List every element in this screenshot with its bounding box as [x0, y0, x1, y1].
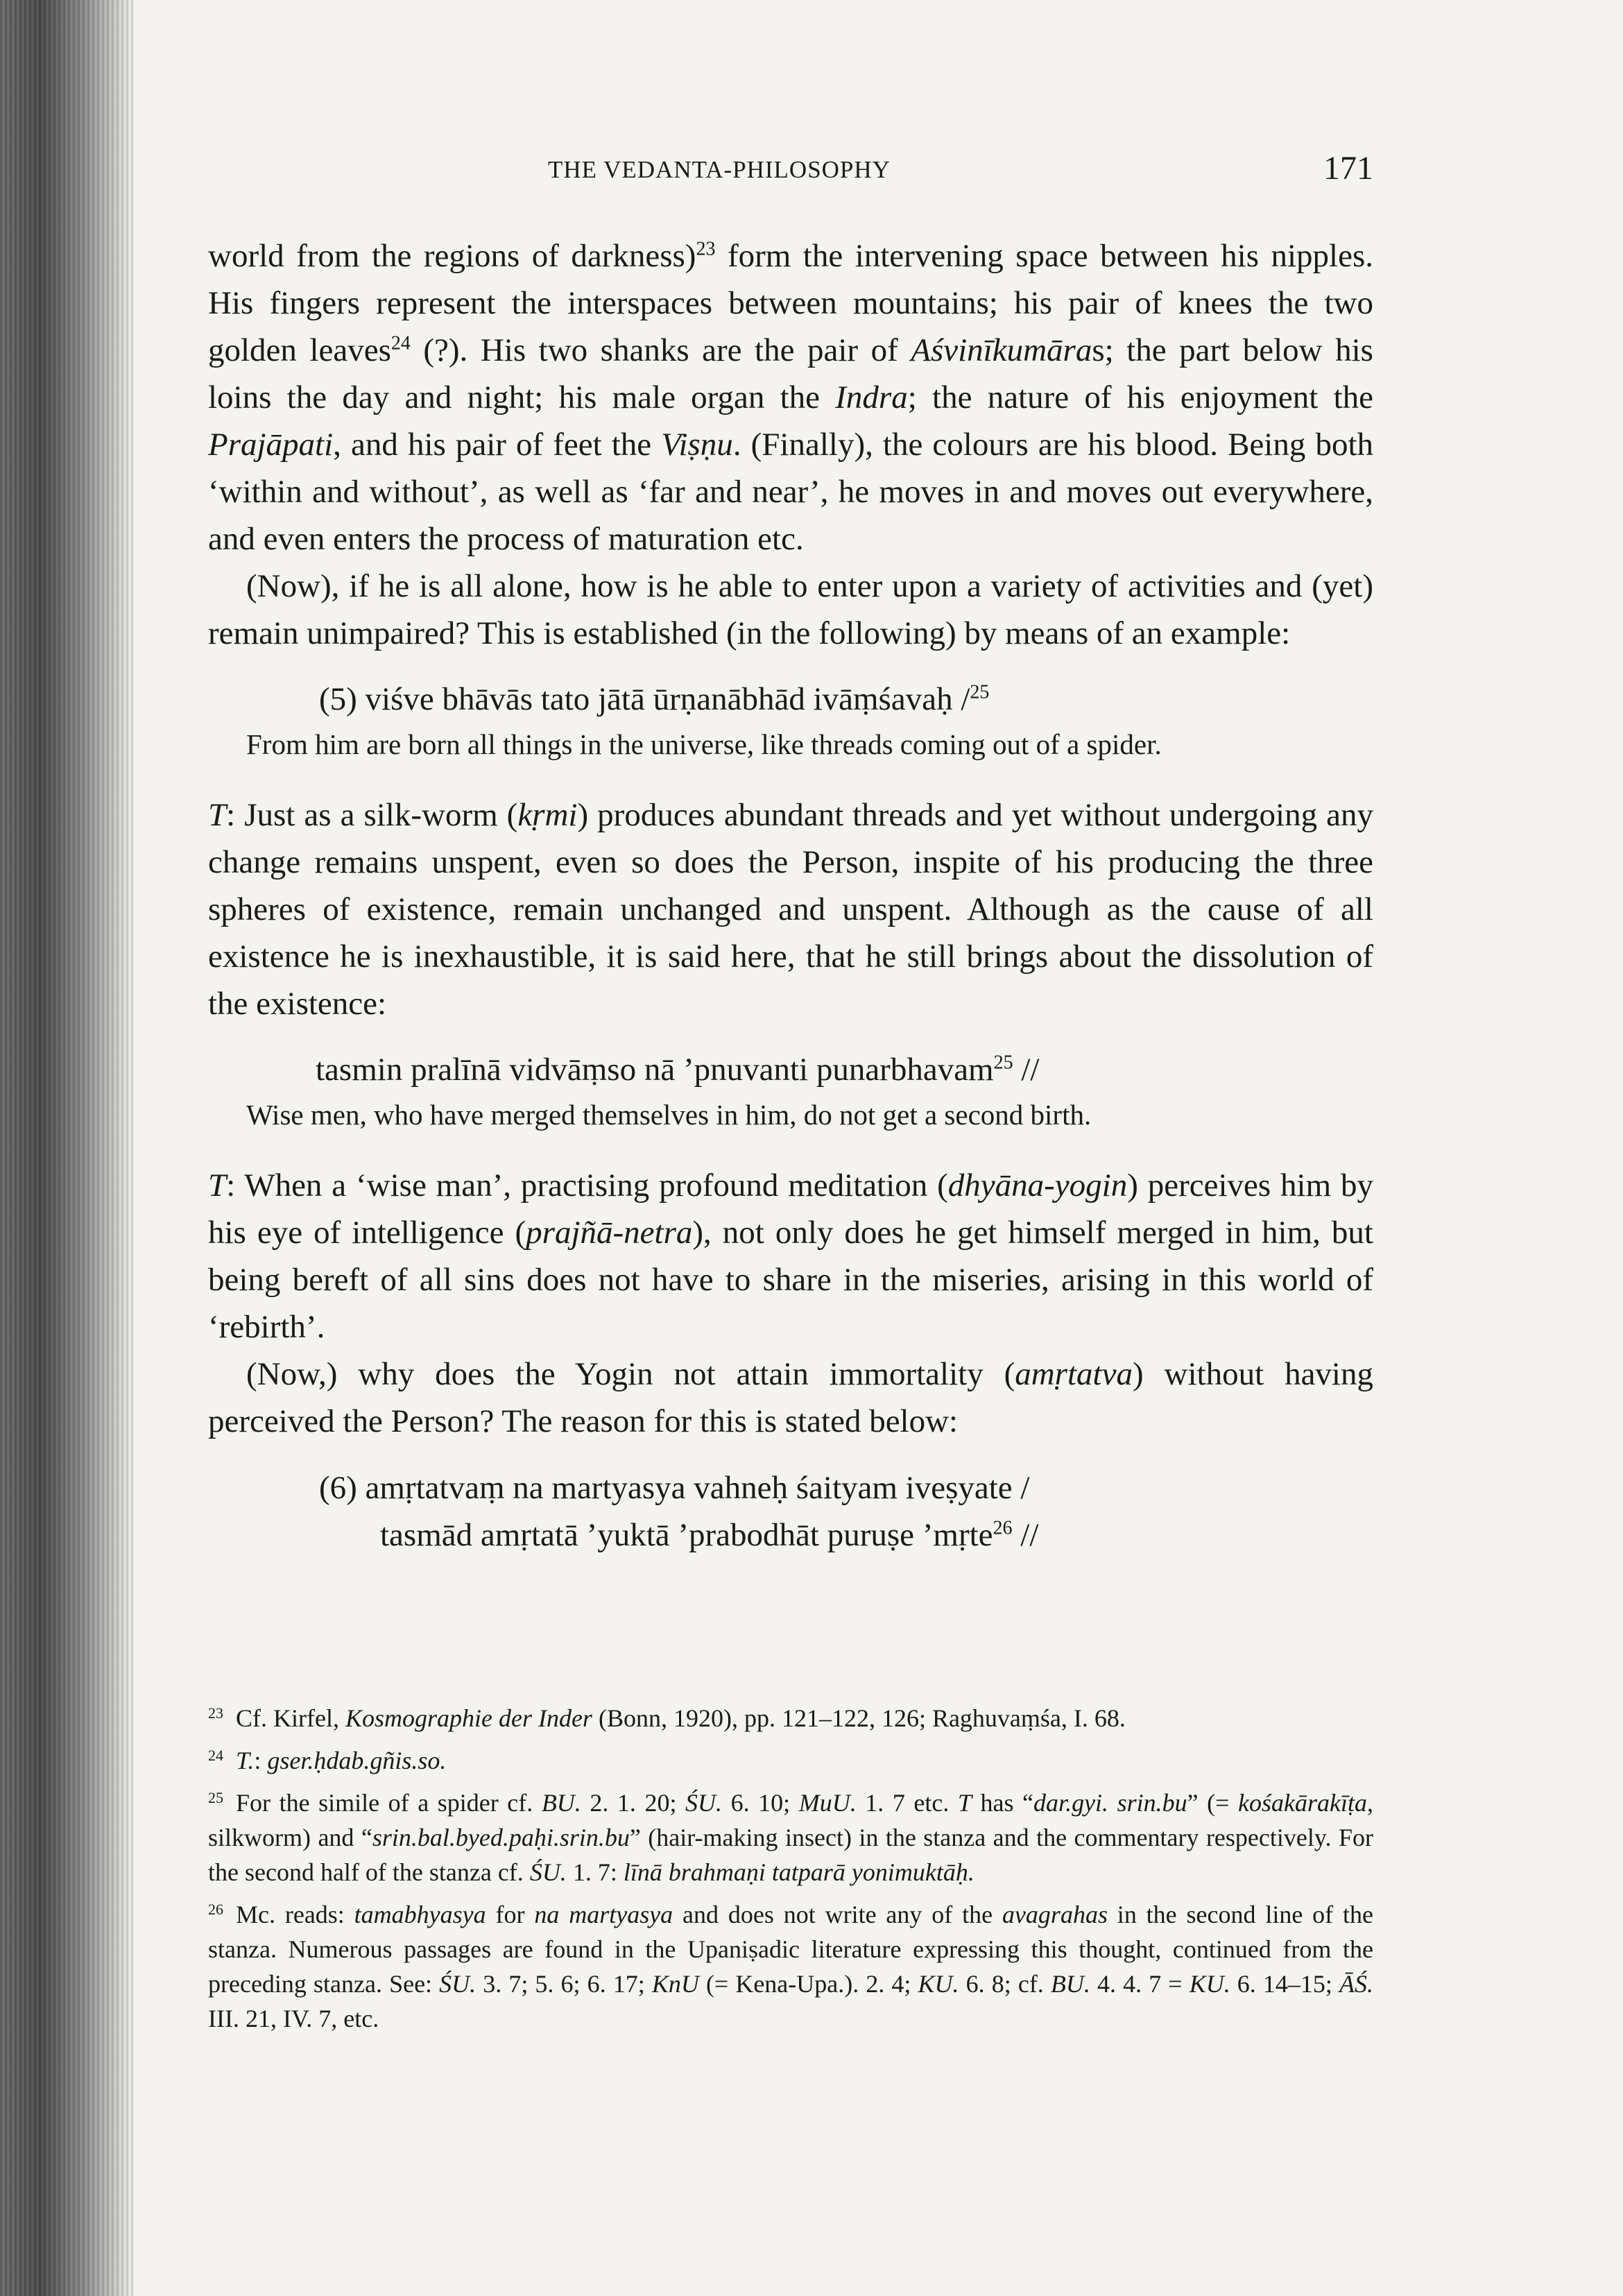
text-run: ) produces abundant threads and yet without undergoing any change remains unspent, even so does the Person, inspite of his producing the three spheres of existence, remain unchanged and unspent. Although as the cause of all existence he is inexhaustible, it is said here, that he still brings about the dissolution of the existence:: [208, 797, 1373, 1022]
commentary-5: [208, 791, 1373, 1027]
italic-term: MuU.: [798, 1789, 857, 1817]
main-text: [208, 232, 1373, 1561]
running-head: THE VEDANTA-PHILOSOPHY: [548, 156, 891, 183]
text-run: ) perceives him by his eye of intelligence (: [208, 1167, 1374, 1251]
italic-term: Aśvinīkumāra: [911, 332, 1092, 368]
text-run: (Now,) why does the Yogin not attain immortality (: [246, 1356, 1015, 1392]
commentary-5b: [208, 1162, 1373, 1351]
italic-term: dar.gyi. srin.bu: [1033, 1789, 1187, 1817]
italic-term: prajñā-netra: [526, 1215, 693, 1251]
text-run: Mc. reads:: [236, 1901, 354, 1928]
verse-5b: [316, 1047, 1373, 1093]
text-run: ) without having perceived the Person? The reason for this is stated below:: [208, 1356, 1373, 1439]
verse-6-line-2: [319, 1511, 1373, 1559]
verse-end-mark: //: [1013, 1052, 1040, 1088]
italic-term: Kosmographie der Inder: [345, 1704, 592, 1732]
verse-end-mark: //: [1012, 1517, 1039, 1553]
footnote-ref-23: 23: [696, 238, 716, 260]
footnote-23: [208, 1696, 1373, 1736]
footnote-ref-26: 26: [993, 1517, 1013, 1539]
italic-term: Viṣṇu: [661, 427, 733, 463]
footnote-ref-25: 25: [970, 681, 990, 703]
paragraph-2: (Now), if he is all alone, how is he able to enter upon a variety of activities and (yet) remain unimpaired? This is established (in the following) by means of an example:: [208, 568, 1373, 651]
italic-term: ŚU.: [685, 1789, 723, 1817]
text-run: and does not write any of the: [673, 1901, 1002, 1928]
text-run: 6. 8; cf.: [959, 1970, 1051, 1998]
italic-term: amṛtatva: [1015, 1356, 1133, 1392]
italic-term: ŚU.: [529, 1858, 567, 1886]
book-page: [208, 0, 1373, 2296]
footnote-26: [208, 1892, 1373, 2036]
text-run: Cf. Kirfel,: [236, 1704, 345, 1732]
verse-6: [319, 1464, 1373, 1559]
verse-5: [319, 676, 1373, 722]
text-run: ; the nature of his enjoyment the: [907, 379, 1373, 415]
text-run: (Bonn, 1920), pp. 121–122, 126; Raghuvaṃśa, I. 68.: [592, 1704, 1126, 1732]
text-run: . (Finally), the colours are his blood. Being both ‘within and without’, as well as ‘far and near’, he moves in and moves out everywhere, and even enters the process of maturation etc.: [208, 427, 1373, 557]
translation-5: From him are born all things in the universe, like threads coming out of a spider.: [246, 728, 1162, 760]
text-run: , silkworm) and “: [208, 1789, 1373, 1851]
footnotes: [208, 1696, 1373, 2039]
footnote-ref-24: 24: [390, 332, 411, 354]
text-run: : When a ‘wise man’, practising profound meditation (: [226, 1167, 948, 1203]
text-run: : Just as a silk-worm (: [226, 797, 518, 833]
paragraph-1: [208, 232, 1373, 563]
text-run: For the simile of a spider cf.: [236, 1789, 542, 1817]
text-run: 3. 7; 5. 6; 6. 17;: [476, 1970, 652, 1998]
italic-term: KnU: [651, 1970, 699, 1998]
italic-term: kośakārakīṭa: [1238, 1789, 1367, 1817]
text-run: in the second line of the stanza. Numerous passages are found in the Upaniṣadic literature expressing this thought, continued from the preceding stanza. See:: [208, 1901, 1374, 1998]
italic-term: na martyasya: [534, 1901, 673, 1928]
page-header: [208, 149, 1373, 191]
footnote-number: 26: [208, 1901, 223, 1918]
italic-term: Prajāpati: [208, 427, 334, 463]
italic-term: KU.: [918, 1970, 959, 1998]
footnote-24: [208, 1738, 1373, 1778]
text-run: world from the regions of darkness): [208, 238, 696, 274]
text-run: for: [486, 1901, 535, 1928]
text-run: has “: [971, 1789, 1034, 1817]
text-run: 1. 7:: [566, 1858, 624, 1886]
footnote-number: 24: [208, 1747, 223, 1764]
italic-term: kṛmi: [517, 797, 578, 833]
verse-6-line-1: (6) amṛtatvaṃ na martyasya vahneḥ śaityam iveṣyate /: [319, 1470, 1030, 1506]
verse-text: tasmād amṛtatā ’yuktā ’prabodhāt puruṣe ’mṛte: [380, 1517, 993, 1553]
italic-term: dhyāna-yogin: [947, 1167, 1128, 1203]
text-run: form the intervening space between his nipples. His fingers represent the interspaces between mountains; his pair of knees the two golden leaves: [208, 238, 1373, 368]
footnote-number: 23: [208, 1704, 223, 1722]
text-run: 6. 10;: [722, 1789, 799, 1817]
italic-term: avagrahas: [1002, 1901, 1108, 1928]
italic-term: BU.: [1050, 1970, 1090, 1998]
text-run: 1. 7 etc.: [856, 1789, 958, 1817]
verse-text: (5) viśve bhāvās tato jātā ūrṇanābhād ivāṃśavaḥ /: [319, 681, 970, 717]
paragraph-3: [208, 1351, 1373, 1445]
footnote-ref-25b: 25: [993, 1052, 1013, 1074]
italic-term: līnā brahmaṇi tatparā yonimuktāḥ.: [623, 1858, 974, 1886]
italic-term: BU.: [541, 1789, 581, 1817]
page-number: 171: [1323, 150, 1373, 187]
italic-term: tamabhyasya: [354, 1901, 486, 1928]
italic-term: ĀŚ.: [1339, 1970, 1373, 1998]
text-run: ” (=: [1187, 1789, 1239, 1817]
italic-term: T.: [236, 1747, 255, 1774]
italic-term: KU.: [1189, 1970, 1230, 1998]
text-run: (= Kena-Upa.). 2. 4;: [698, 1970, 918, 1998]
text-run: (?). His two shanks are the pair of: [410, 332, 911, 368]
italic-term: T: [957, 1789, 972, 1817]
text-run: 6. 14–15;: [1230, 1970, 1339, 1998]
text-run: 2. 1. 20;: [581, 1789, 686, 1817]
text-run: ” (hair-making insect) in the stanza and the commentary respectively. For the second half of the stanza cf.: [208, 1824, 1373, 1886]
italic-term: ŚU.: [439, 1970, 476, 1998]
translation-5b: Wise men, who have merged themselves in him, do not get a second birth.: [246, 1099, 1092, 1131]
footnote-number: 25: [208, 1789, 223, 1806]
verse-text: tasmin pralīnā vidvāṃso nā ’pnuvanti punarbhavam: [316, 1052, 994, 1088]
italic-term: Indra: [835, 379, 908, 415]
italic-term: gser.ḥdab.gñis.so.: [267, 1747, 447, 1774]
book-spine-shadow: [0, 0, 135, 2296]
footnote-25: [208, 1781, 1373, 1890]
commentary-label: T: [208, 1167, 227, 1203]
italic-term: srin.bal.byed.paḥi.srin.bu: [372, 1824, 630, 1851]
text-run: s; the part below his loins the day and night; his male organ the: [208, 332, 1373, 415]
text-run: 4. 4. 7 =: [1090, 1970, 1190, 1998]
commentary-label: T: [208, 797, 227, 833]
text-run: III. 21, IV. 7, etc.: [208, 2005, 379, 2032]
text-run: ), not only does he get himself merged in him, but being bereft of all sins does not have to share in the miseries, arising in this world of ‘rebirth’.: [208, 1215, 1373, 1345]
text-run: :: [254, 1747, 268, 1774]
text-run: , and his pair of feet the: [333, 427, 662, 463]
